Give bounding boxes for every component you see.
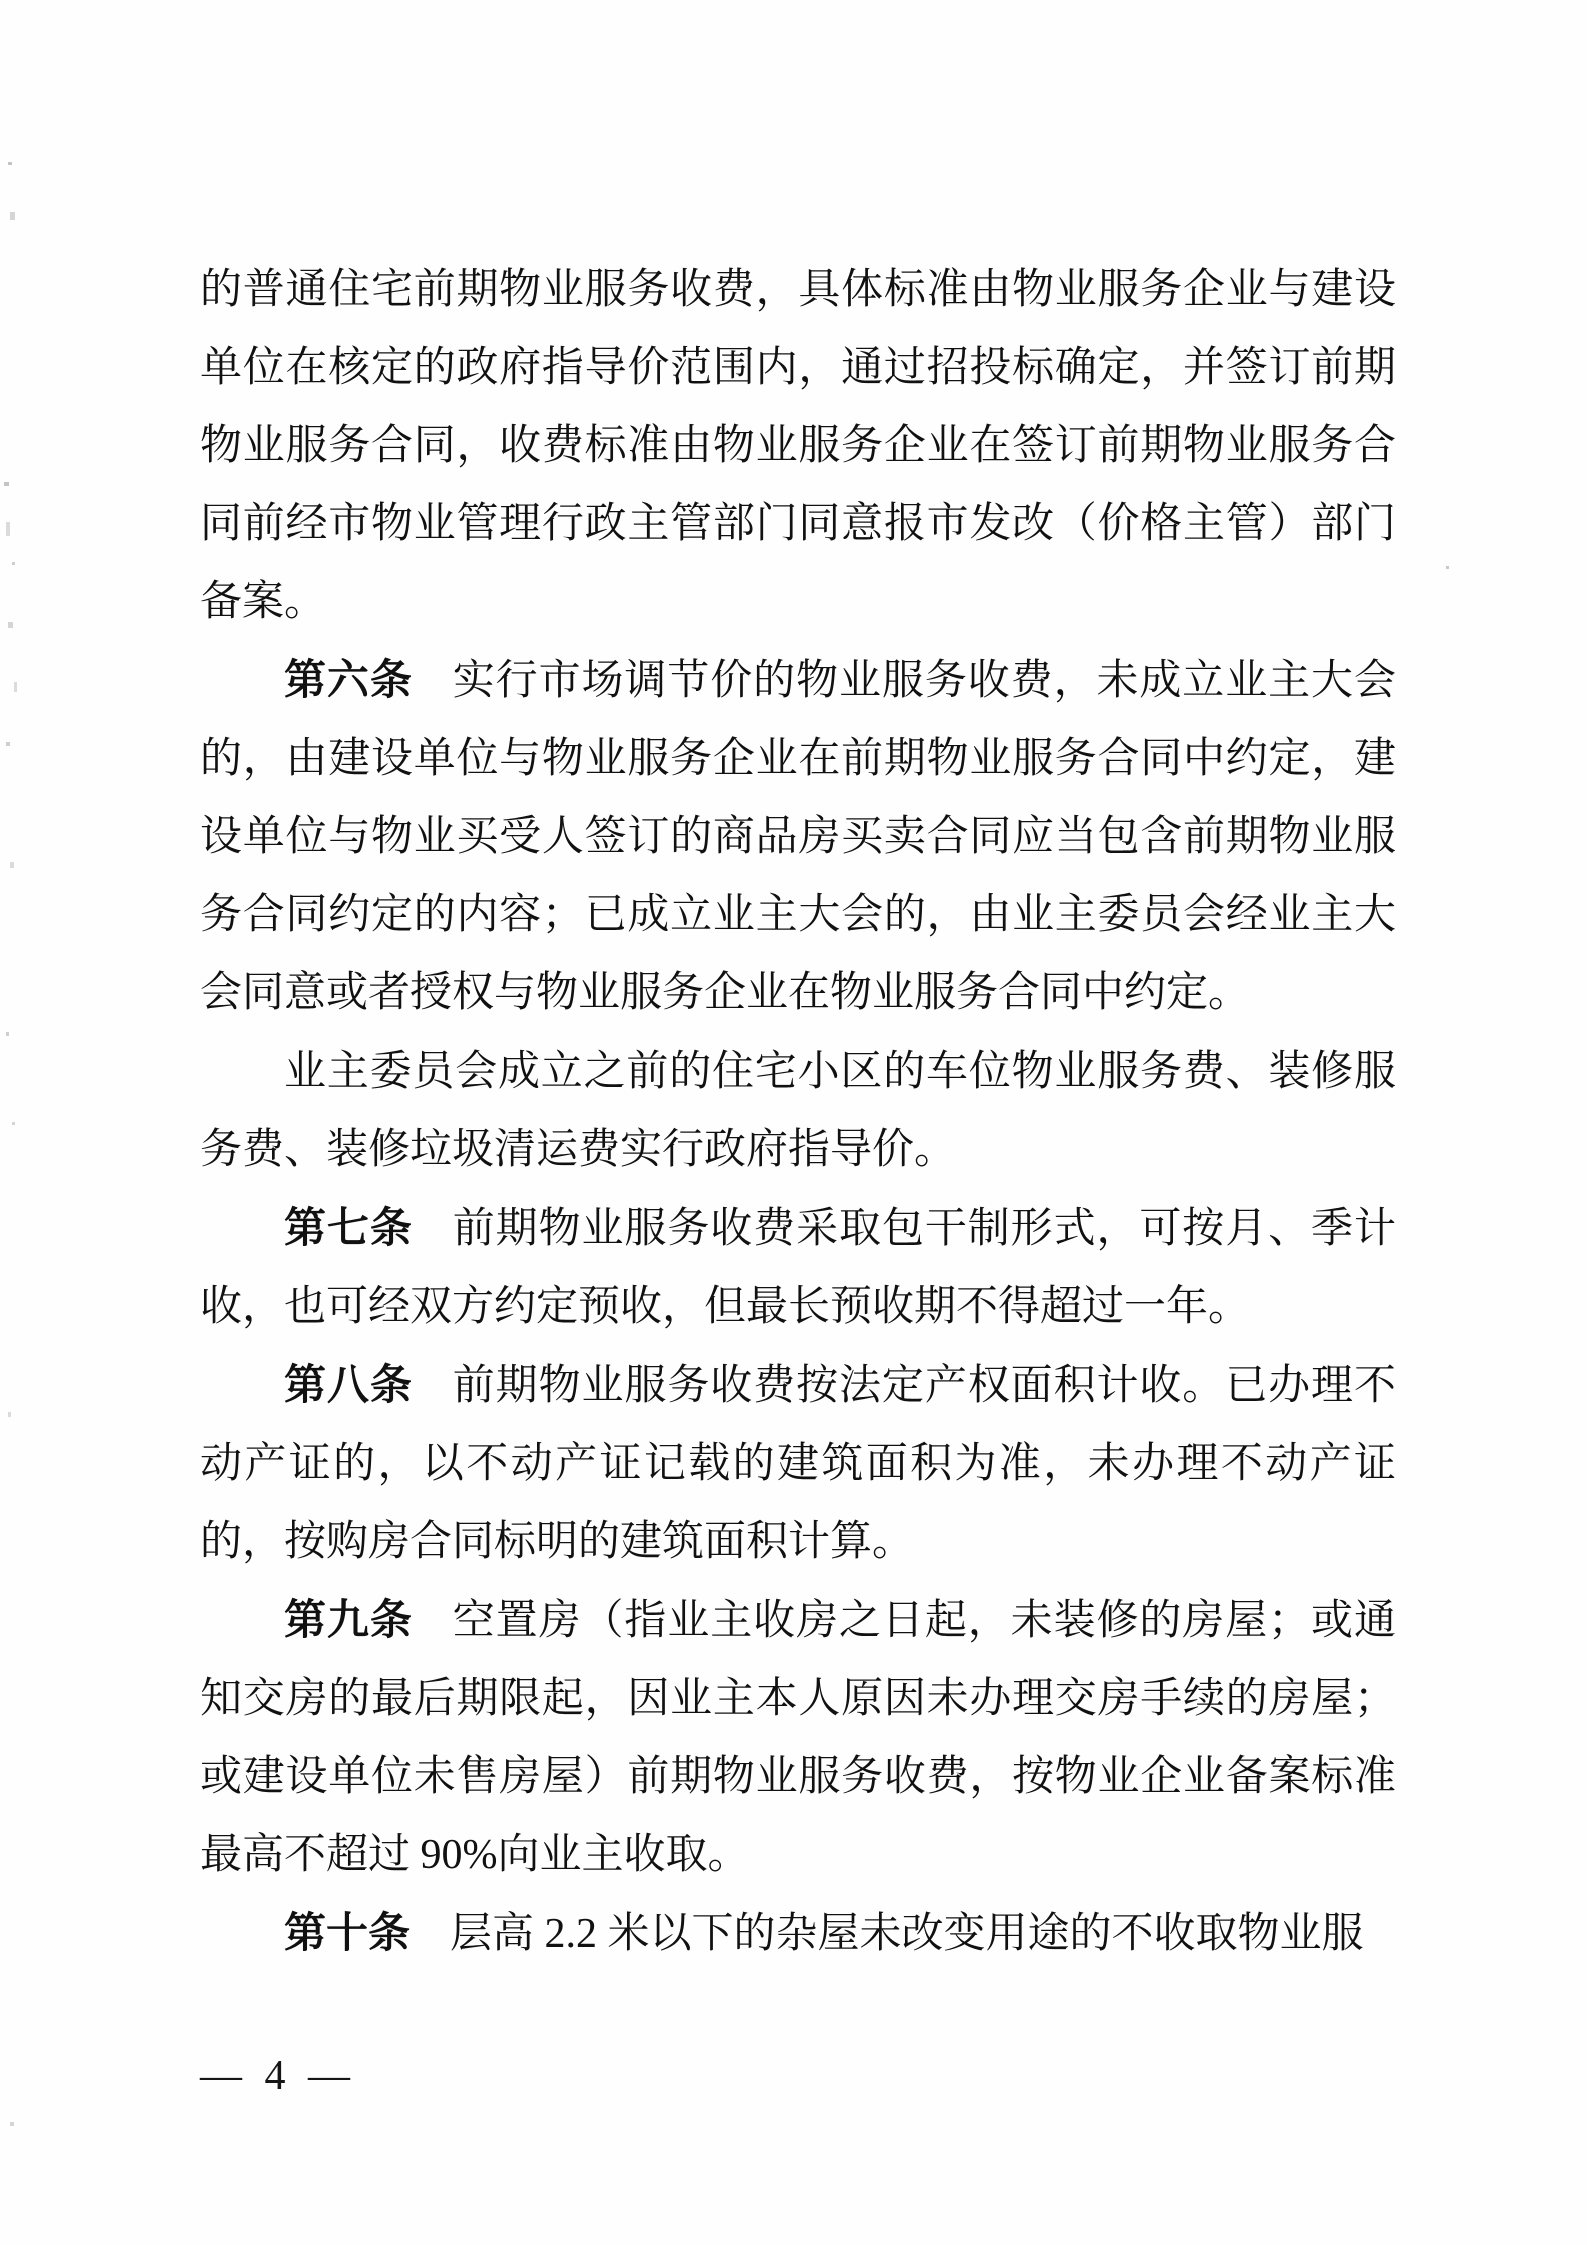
paragraph — [200, 1346, 1396, 1581]
scan-noise-dot — [6, 1032, 9, 1036]
scan-noise-dot — [1446, 566, 1449, 569]
scan-noise-dot — [14, 682, 17, 692]
paragraph-text: 层高 2.2 米以下的杂屋未改变用途的不收取物业服 — [450, 1911, 1364, 1957]
scan-noise-dot — [8, 1412, 11, 1417]
scan-noise-dot — [12, 1122, 15, 1125]
paragraph — [200, 1189, 1396, 1346]
paragraph-text: 实行市场调节价的物业服务收费，未成立业主大会的，由建设单位与物业服务企业在前期物业服务合同中约定，建设单位与物业买受人签订的商品房买卖合同应当包含前期物业服务合同约定的内容；已成立业主大会的，由业主委员会经业主大会同意或者授权与物业服务企业在物业服务合同中约定。 — [200, 658, 1396, 1016]
paragraph — [200, 1581, 1396, 1894]
article-number: 第七条 — [284, 1204, 413, 1251]
scan-noise-dot — [10, 862, 14, 868]
scan-noise-dot — [8, 622, 13, 628]
scan-noise-dot — [6, 522, 10, 536]
article-number: 第六条 — [284, 656, 413, 703]
scan-noise-dot — [10, 2122, 14, 2126]
paragraph-text: 前期物业服务收费按法定产权面积计收。已办理不动产证的，以不动产证记载的建筑面积为准，未办理不动产证的，按购房合同标明的建筑面积计算。 — [200, 1363, 1396, 1565]
scan-noise-dot — [10, 212, 15, 220]
scan-noise-dot — [8, 162, 12, 165]
paragraph-text: 业主委员会成立之前的住宅小区的车位物业服务费、装修服务费、装修垃圾清运费实行政府指导价。 — [200, 1049, 1396, 1173]
paragraph — [200, 1894, 1396, 1973]
page-number: — 4 — — [200, 2053, 356, 2099]
scan-noise-dot — [4, 482, 9, 486]
scan-noise-dot — [6, 742, 10, 746]
article-number: 第十条 — [284, 1909, 411, 1956]
paragraph — [200, 1032, 1396, 1189]
paragraph — [200, 641, 1396, 1032]
paragraph-text: 的普通住宅前期物业服务收费，具体标准由物业服务企业与建设单位在核定的政府指导价范围内，通过招投标确定，并签订前期物业服务合同，收费标准由物业服务企业在签订前期物业服务合同前经市物业管理行政主管部门同意报市发改（价格主管）部门备案。 — [200, 267, 1396, 625]
document-body — [200, 250, 1396, 1973]
paragraph — [200, 250, 1396, 641]
scan-noise-dot — [12, 562, 15, 565]
article-number: 第九条 — [284, 1596, 413, 1643]
paragraph-text: 空置房（指业主收房之日起，未装修的房屋；或通知交房的最后期限起，因业主本人原因未办理交房手续的房屋；或建设单位未售房屋）前期物业服务收费，按物业企业备案标准最高不超过 90%向业主收取。 — [200, 1598, 1396, 1878]
article-number: 第八条 — [284, 1361, 413, 1408]
paragraph-text: 前期物业服务收费采取包干制形式，可按月、季计收，也可经双方约定预收，但最长预收期不得超过一年。 — [200, 1206, 1396, 1330]
